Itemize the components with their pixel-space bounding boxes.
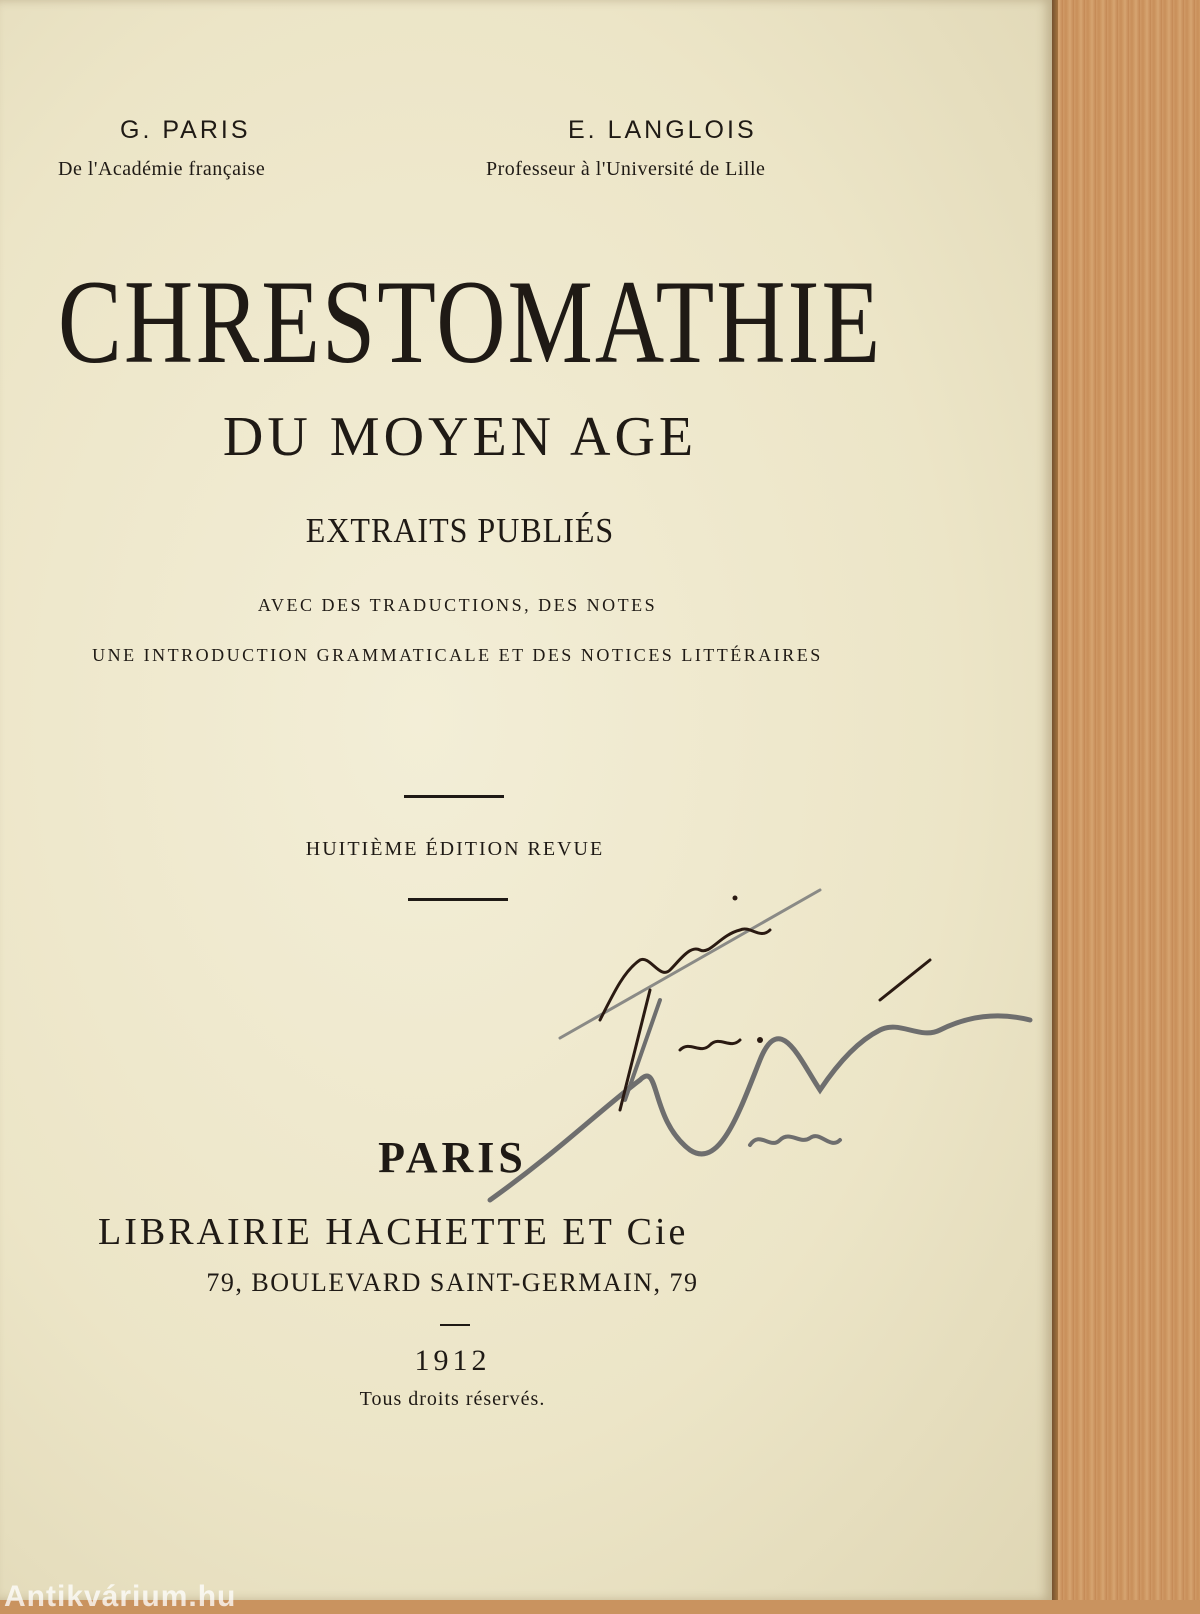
imprint-year: 1912 bbox=[414, 1344, 491, 1377]
imprint-city: PARIS bbox=[378, 1133, 527, 1182]
book-title: CHRESTOMATHIE bbox=[57, 254, 883, 389]
author-2-affiliation: Professeur à l'Université de Lille bbox=[486, 158, 766, 180]
edition-statement: HUITIÈME ÉDITION REVUE bbox=[305, 838, 605, 860]
book-description: EXTRAITS PUBLIÉS bbox=[305, 510, 615, 550]
detail-line-2: UNE INTRODUCTION GRAMMATICALE ET DES NOTICES LITTÉRAIRES bbox=[92, 645, 823, 665]
author-2-name: E. LANGLOIS bbox=[568, 116, 757, 144]
author-1-affiliation: De l'Académie française bbox=[58, 158, 266, 180]
detail-line-1: AVEC DES TRADUCTIONS, DES NOTES bbox=[257, 595, 658, 615]
imprint-publisher: LIBRAIRIE HACHETTE ET Cie bbox=[98, 1211, 689, 1253]
book-subtitle: DU MOYEN AGE bbox=[222, 406, 698, 468]
watermark: Antikvárium.hu bbox=[4, 1580, 237, 1613]
imprint-address: 79, BOULEVARD SAINT-GERMAIN, 79 bbox=[206, 1268, 699, 1297]
author-1-name: G. PARIS bbox=[120, 116, 251, 144]
imprint-rights: Tous droits réservés. bbox=[359, 1388, 546, 1410]
book-board bbox=[1052, 0, 1200, 1600]
